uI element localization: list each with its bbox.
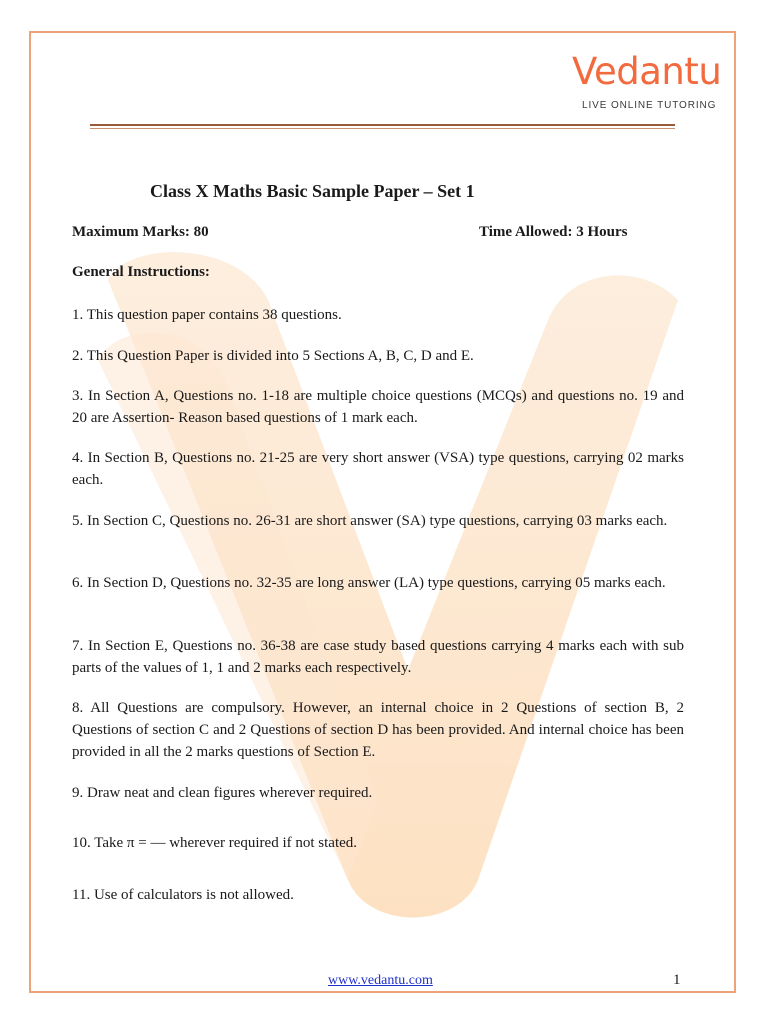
instruction-4: 4. In Section B, Questions no. 21-25 are very short answer (VSA) type questions, carrying 02 marks each.: [72, 450, 684, 488]
footer-website-link[interactable]: www.vedantu.com: [328, 973, 433, 988]
instruction-11: 11. Use of calculators is not allowed.: [72, 887, 294, 903]
header-rule-thin: [90, 128, 675, 129]
instruction-7: 7. In Section E, Questions no. 36-38 are case study based questions carrying 4 marks each with sub parts of the values of 1, 1 and 2 marks each respectively.: [72, 638, 684, 676]
instruction-1: 1. This question paper contains 38 questions.: [72, 307, 342, 323]
logo-tagline: LIVE ONLINE TUTORING: [582, 100, 717, 111]
instruction-6: 6. In Section D, Questions no. 32-35 are long answer (LA) type questions, carrying 05 marks each.: [72, 575, 666, 591]
header-rule: [90, 124, 675, 126]
instruction-8: 8. All Questions are compulsory. However, an internal choice in 2 Questions of section B, 2 Questions of section C and 2 Questions of section D has been provided. And internal choice has been provided in all the 2 marks questions of Section E.: [72, 700, 684, 760]
time-allowed: Time Allowed: 3 Hours: [479, 224, 628, 240]
paper-title: Class X Maths Basic Sample Paper – Set 1: [150, 181, 475, 201]
logo-wordmark: Vedantu: [572, 50, 722, 93]
vedantu-logo: [572, 50, 722, 120]
instruction-3: 3. In Section A, Questions no. 1-18 are multiple choice questions (MCQs) and questions no. 19 and 20 are Assertion- Reason based questions of 1 mark each.: [72, 388, 684, 426]
max-marks: Maximum Marks: 80: [72, 224, 209, 240]
instruction-10: 10. Take π = — wherever required if not stated.: [72, 835, 358, 851]
instruction-9: 9. Draw neat and clean figures wherever required.: [72, 785, 373, 801]
instruction-2: 2. This Question Paper is divided into 5 Sections A, B, C, D and E.: [72, 348, 474, 364]
page-number: 1: [673, 972, 681, 988]
instructions-heading: General Instructions:: [72, 264, 210, 280]
instruction-5: 5. In Section C, Questions no. 26-31 are short answer (SA) type questions, carrying 03 marks each.: [72, 513, 668, 529]
